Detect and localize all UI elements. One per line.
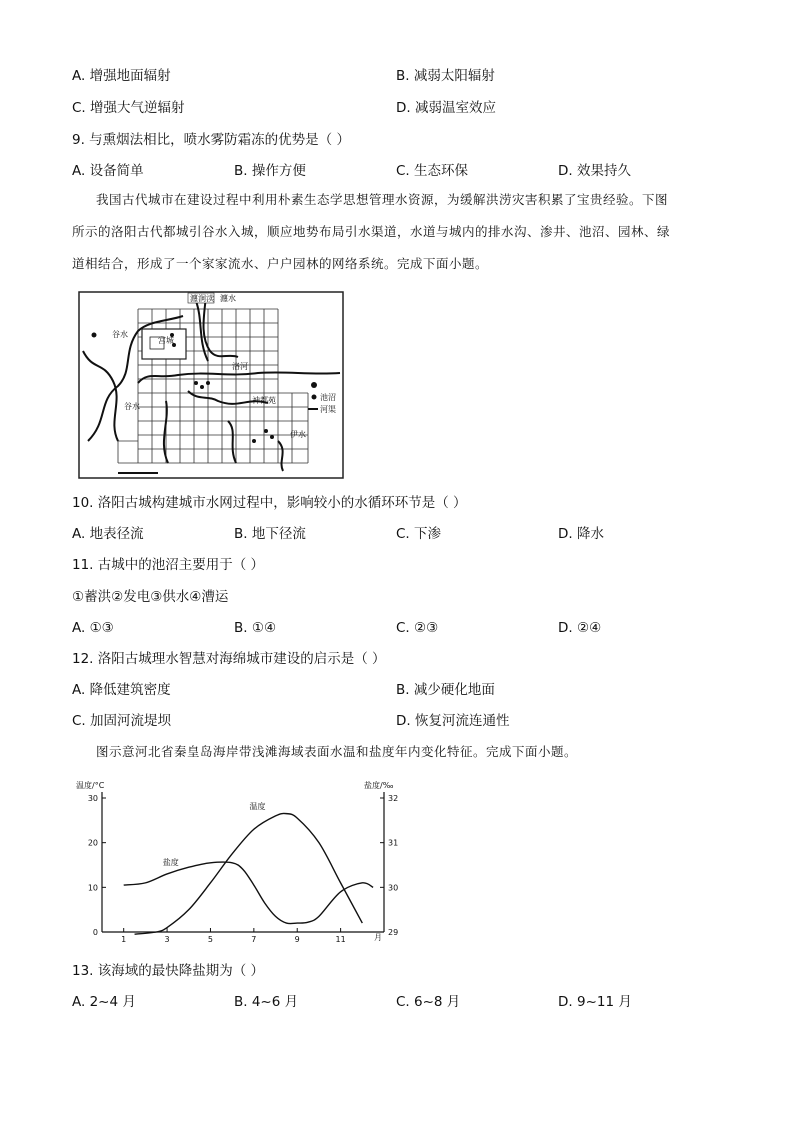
q12-option-a[interactable]: A. 降低建筑密度 xyxy=(72,682,171,698)
q13-option-a[interactable]: A. 2~4 月 xyxy=(72,994,136,1010)
q13-stem: 13. 该海域的最快降盐期为（ ） xyxy=(72,963,265,979)
q9-stem: 9. 与熏烟法相比，喷水雾防霜冻的优势是（ ） xyxy=(72,132,350,148)
y-left-tick-label: 30 xyxy=(87,794,98,803)
map-label-market: 神都苑 xyxy=(252,396,276,405)
q11-option-a[interactable]: A. ①③ xyxy=(72,620,114,636)
salinity-label: 盐度 xyxy=(162,858,179,867)
x-tick-label: 3 xyxy=(164,935,170,944)
temp-salinity-chart xyxy=(72,772,412,952)
map-label-left2: 谷水 xyxy=(124,402,140,411)
x-tick-label: 11 xyxy=(335,935,346,944)
passage-line-3: 道相结合，形成了一个家家流水、户户园林的网络系统。完成下面小题。 xyxy=(72,256,489,271)
x-tick-label: 5 xyxy=(207,935,214,944)
passage2-line: 图示意河北省秦皇岛海岸带浅滩海域表面水温和盐度年内变化特征。完成下面小题。 xyxy=(96,744,578,759)
q9-option-a[interactable]: A. 设备简单 xyxy=(72,163,144,179)
y-right-tick-label: 32 xyxy=(388,794,399,803)
y-left-tick-label: 10 xyxy=(87,883,98,893)
q10-stem: 10. 洛阳古城构建城市水网过程中，影响较小的水循环环节是（ ） xyxy=(72,495,467,511)
q10-option-c[interactable]: C. 下渗 xyxy=(396,526,442,542)
passage-line-1: 我国古代城市在建设过程中利用朴素生态学思想管理水资源，为缓解洪涝灾害积累了宝贵经验。下图 xyxy=(96,192,669,207)
q10-option-b[interactable]: B. 地下径流 xyxy=(234,526,306,542)
y-left-tick-label: 20 xyxy=(87,838,98,848)
y-right-tick-label: 30 xyxy=(388,883,399,893)
q9-option-c[interactable]: C. 生态环保 xyxy=(396,163,469,179)
chart-xlabel: 月 xyxy=(374,933,382,942)
map-label-top2: 瀍水 xyxy=(220,294,236,303)
y-right-tick-label: 31 xyxy=(388,838,399,848)
y-left-tick-label: 0 xyxy=(92,928,98,937)
chart-ylabel-right: 盐度/‰ xyxy=(364,781,394,790)
map-label-center: 洛河 xyxy=(232,362,248,371)
map-label-top1: 瀍涧渎 xyxy=(190,294,214,303)
passage-line-2: 所示的洛阳古代都城引谷水入城，顺应地势布局引水渠道，水道与城内的排水沟、渗井、池沼、园林、绿 xyxy=(72,224,671,239)
q11-option-b[interactable]: B. ①④ xyxy=(234,620,277,636)
legend-pool-label: 池沼 xyxy=(320,393,336,402)
salinity-line xyxy=(124,862,373,924)
q8-option-a[interactable]: A. 增强地面辐射 xyxy=(72,68,171,84)
map-label-right: 伊水 xyxy=(290,430,306,439)
temperature-label: 温度 xyxy=(249,802,266,812)
q11-option-c[interactable]: C. ②③ xyxy=(396,620,439,636)
legend-canal-label: 河渠 xyxy=(320,405,336,414)
q13-option-b[interactable]: B. 4~6 月 xyxy=(234,994,299,1010)
chart-ylabel-left: 温度/°C xyxy=(76,781,105,790)
q9-option-d[interactable]: D. 效果持久 xyxy=(558,163,631,179)
chart-axes xyxy=(102,792,384,932)
q12-option-c[interactable]: C. 加固河流堤坝 xyxy=(72,713,172,729)
q8-option-c[interactable]: C. 增强大气逆辐射 xyxy=(72,100,185,116)
map-label-palace: 宫城 xyxy=(158,336,174,345)
q13-option-c[interactable]: C. 6~8 月 xyxy=(396,994,461,1010)
y-right-tick-label: 29 xyxy=(388,928,399,937)
map-label-left1: 谷水 xyxy=(112,330,128,339)
q11-items: ①蓄洪②发电③供水④漕运 xyxy=(72,589,229,605)
q12-option-b[interactable]: B. 减少硬化地面 xyxy=(396,682,495,698)
x-tick-label: 9 xyxy=(294,935,300,944)
q10-option-d[interactable]: D. 降水 xyxy=(558,526,604,542)
q9-option-b[interactable]: B. 操作方便 xyxy=(234,163,306,179)
x-tick-label: 7 xyxy=(251,935,257,944)
q11-stem: 11. 古城中的池沼主要用于（ ） xyxy=(72,557,265,573)
passage-luoyang xyxy=(72,184,712,280)
q10-option-a[interactable]: A. 地表径流 xyxy=(72,526,144,542)
q12-stem: 12. 洛阳古城理水智慧对海绵城市建设的启示是（ ） xyxy=(72,651,386,667)
q8-option-d[interactable]: D. 减弱温室效应 xyxy=(396,100,496,116)
q12-option-d[interactable]: D. 恢复河流连通性 xyxy=(396,713,510,729)
q13-option-d[interactable]: D. 9~11 月 xyxy=(558,994,632,1010)
x-tick-label: 1 xyxy=(121,935,127,944)
q8-option-b[interactable]: B. 减弱太阳辐射 xyxy=(396,68,495,84)
q11-option-d[interactable]: D. ②④ xyxy=(558,620,602,636)
passage-qinhuangdao xyxy=(72,736,712,768)
chart-series xyxy=(124,801,373,934)
luoyang-water-map xyxy=(78,291,344,479)
